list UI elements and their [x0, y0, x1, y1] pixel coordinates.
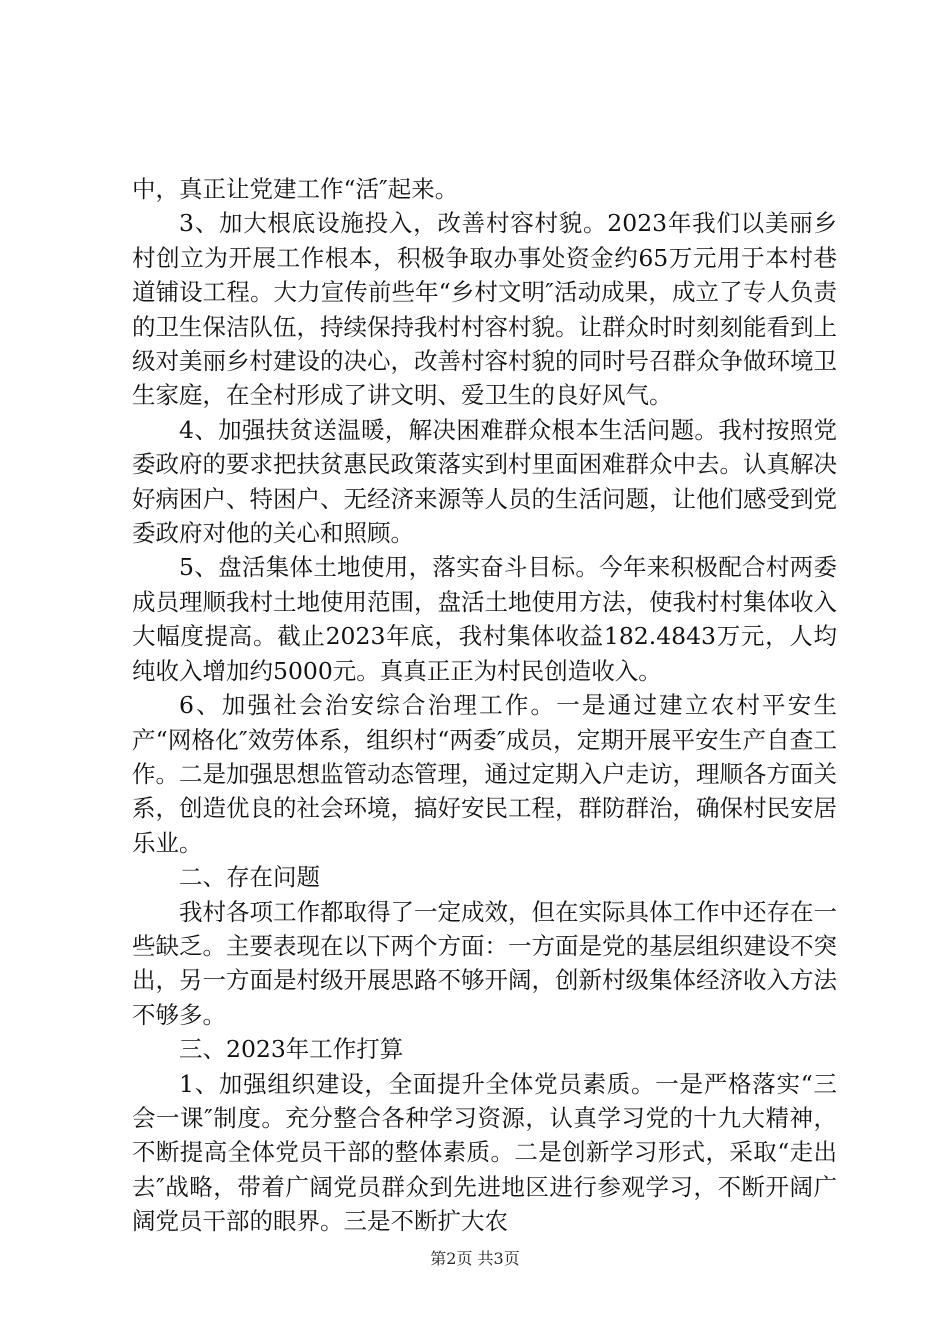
document-body [132, 172, 837, 1239]
paragraph: 我村各项工作都取得了一定成效，但在实际具体工作中还存在一些缺乏。主要表现在以下两个方面：一方面是党的基层组织建设不突出，另一方面是村级开展思路不够开阔，创新村级集体经济收入方法不够多。 [132, 897, 837, 1029]
page-footer: 第2页 共3页 [430, 1249, 520, 1268]
paragraph: 3、加大根底设施投入，改善村容村貌。2023年我们以美丽乡村创立为开展工作根本，积极争取办事处资金约65万元用于本村巷道铺设工程。大力宣传前些年“乡村文明″活动成果，成立了专人负责的卫生保洁队伍，持续保持我村村容村貌。让群众时时刻刻能看到上级对美丽乡村建设的决心，改善村容村貌的同时号召群众争做环境卫生家庭，在全村形成了讲文明、爱卫生的良好风气。 [132, 209, 837, 410]
paragraph: 中，真正让党建工作“活″起来。 [132, 175, 459, 203]
section-heading: 三、2023年工作打算 [179, 1035, 404, 1064]
paragraph: 6、加强社会治安综合治理工作。一是通过建立农村平安生产“网格化″效劳体系，组织村“两委″成员，定期开展平安生产自查工作。二是加强思想监管动态管理，通过定期入户走访，理顺各方面关系，创造优良的社会环境，搞好安民工程，群防群治，确保村民安居乐业。 [132, 691, 837, 857]
paragraph: 4、加强扶贫送温暖，解决困难群众根本生活问题。我村按照党委政府的要求把扶贫惠民政策落实到村里面困难群众中去。认真解决好病困户、特困户、无经济来源等人员的生活问题，让他们感受到党委政府对他的关心和照顾。 [132, 415, 837, 548]
paragraph: 5、盘活集体土地使用，落实奋斗目标。今年来积极配合村两委成员理顺我村土地使用范围，盘活土地使用方法，使我村村集体收入大幅度提高。截止2023年底，我村集体收益182.4843万元，人均纯收入增加约5000元。真真正正为村民创造收入。 [132, 553, 837, 685]
section-heading: 二、存在问题 [179, 863, 320, 892]
paragraph: 1、加强组织建设，全面提升全体党员素质。一是严格落实“三会一课″制度。充分整合各种学习资源，认真学习党的十九大精神，不断提高全体党员干部的整体素质。二是创新学习形式，采取“走出去″战略，带着广阔党员群众到先进地区进行参观学习，不断开阔广阔党员干部的眼界。三是不断扩大农 [132, 1069, 837, 1236]
